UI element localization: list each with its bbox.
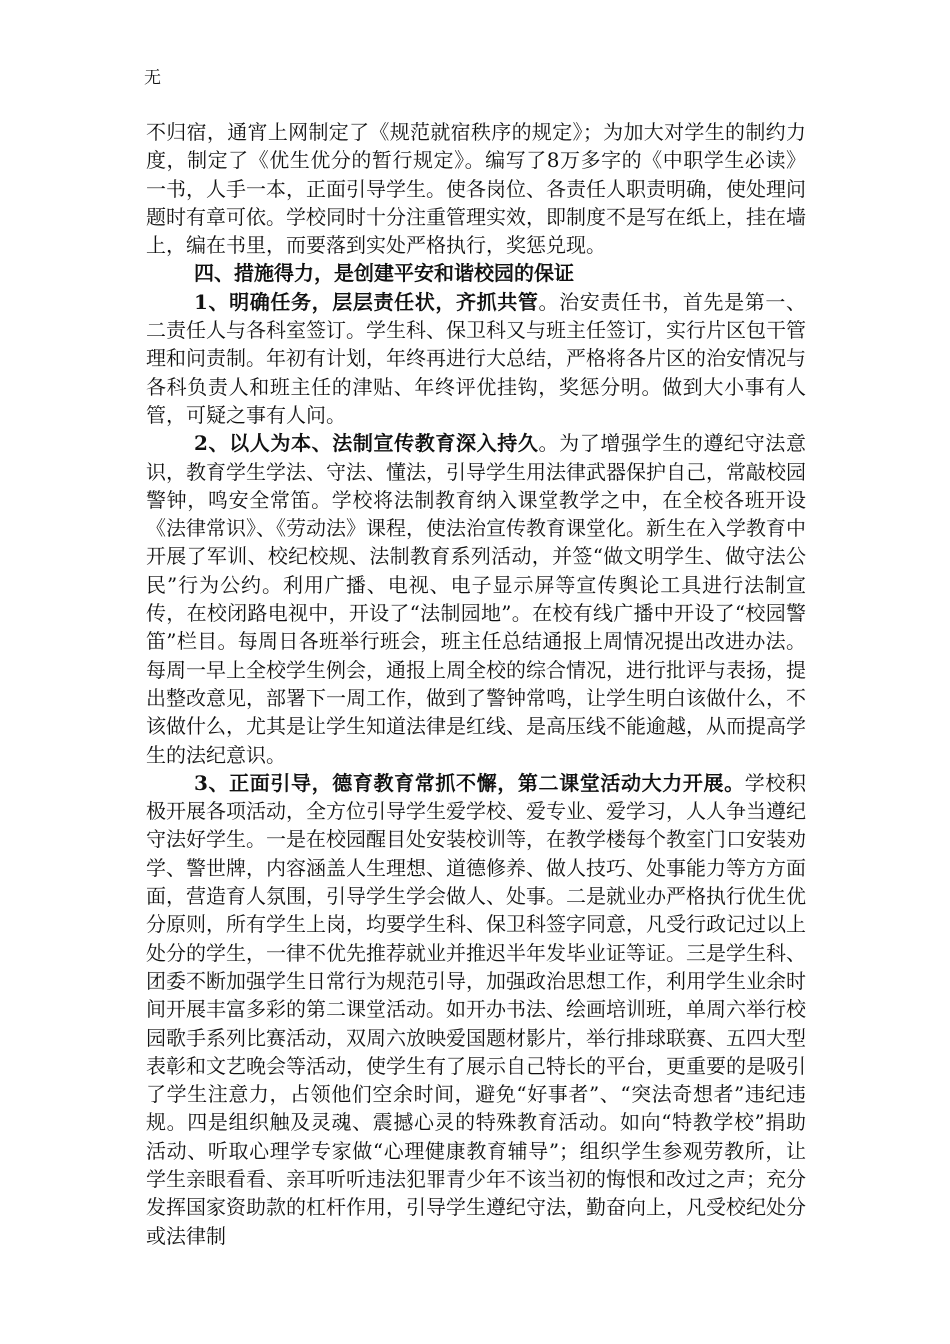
section-heading: 四、措施得力，是创建平安和谐校园的保证 xyxy=(194,261,574,286)
document-body xyxy=(146,118,806,1250)
paragraph-continuation: 不归宿，通宵上网制定了《规范就宿秩序的规定》；为加大对学生的制约力度，制定了《优生优分的暂行规定》。编写了8万多字的《中职学生必读》一书，人手一本，正面引导学生。使各岗位、各责任人职责明确，使处理问题时有章可依。学校同时十分注重管理实效，即制度不是写在纸上，挂在墙上，编在书里，而要落到实处严格执行，奖惩兑现。 xyxy=(146,120,806,258)
item-3-text: 学校积极开展各项活动，全方位引导学生爱学校、爱专业、爱学习，人人争当遵纪守法好学生。一是在校园醒目处安装校训等，在教学楼每个教室门口安装劝学、警世牌，内容涵盖人生理想、道德修养、做人技巧、处事能力等方方面面，营造育人氛围，引导学生学会做人、处事。二是就业办严格执行优生优分原则，所有学生上岗，均要学生科、保卫科签字同意，凡受行政记过以上处分的学生，一律不优先推荐就业并推迟半年发毕业证等证。三是学生科、团委不断加强学生日常行为规范引导，加强政治思想工作，利用学生业余时间开展丰富多彩的第二课堂活动。如开办书法、绘画培训班，单周六举行校园歌手系列比赛活动，双周六放映爱国题材影片，举行排球联赛、五四大型表彰和文艺晚会等活动，使学生有了展示自己特长的平台，更重要的是吸引了学生注意力，占领他们空余时间，避免“好事者”、“突法奇想者”违纪违规。四是组织触及灵魂、震撼心灵的特殊教育活动。如向“特教学校”捐助活动、听取心理学专家做“心理健康教育辅导”；组织学生参观劳教所，让学生亲眼看看、亲耳听听违法犯罪青少年不该当初的悔恨和改过之声；充分发挥国家资助款的杠杆作用，引导学生遵纪守法，勤奋向上，凡受校纪处分或法律制 xyxy=(146,770,806,1248)
paragraph-item-3 xyxy=(146,769,806,1250)
page-header-mark: 无 xyxy=(144,68,161,88)
item-1-lead: 1、明确任务，层层责任状，齐抓共管 xyxy=(194,289,539,314)
paragraph-item-1 xyxy=(146,288,806,429)
paragraph-item-2 xyxy=(146,429,806,769)
item-1-text: 。治安责任书，首先是第一、二责任人与各科室签订。学生科、保卫科又与班主任签订，实行片区包干管理和问责制。年初有计划，年终再进行大总结，严格将各片区的治安情况与各科负责人和班主任的津贴、年终评优挂钩，奖惩分明。做到大小事有人管，可疑之事有人问。 xyxy=(146,289,806,427)
item-2-lead: 2、以人为本、法制宣传教育深入持久 xyxy=(194,431,539,456)
item-2-text: 。为了增强学生的遵纪守法意识，教育学生学法、守法、懂法，引导学生用法律武器保护自己，常敲校园警钟，鸣安全常笛。学校将法制教育纳入课堂教学之中，在全校各班开设《法律常识》、《劳动法》课程，使法治宣传教育课堂化。新生在入学教育中开展了军训、校纪校规、法制教育系列活动，并签“做文明学生、做守法公民”行为公约。利用广播、电视、电子显示屏等宣传舆论工具进行法制宣传，在校闭路电视中，开设了“法制园地”。在校有线广播中开设了“校园警笛”栏目。每周日各班举行班会，班主任总结通报上周情况提出改进办法。每周一早上全校学生例会，通报上周全校的综合情况，进行批评与表扬，提出整改意见，部署下一周工作，做到了警钟常鸣，让学生明白该做什么，不该做什么，尤其是让学生知道法律是红线、是高压线不能逾越，从而提高学生的法纪意识。 xyxy=(146,431,806,767)
item-3-lead: 3、正面引导，德育教育常抓不懈，第二课堂活动大力开展。 xyxy=(194,770,745,795)
